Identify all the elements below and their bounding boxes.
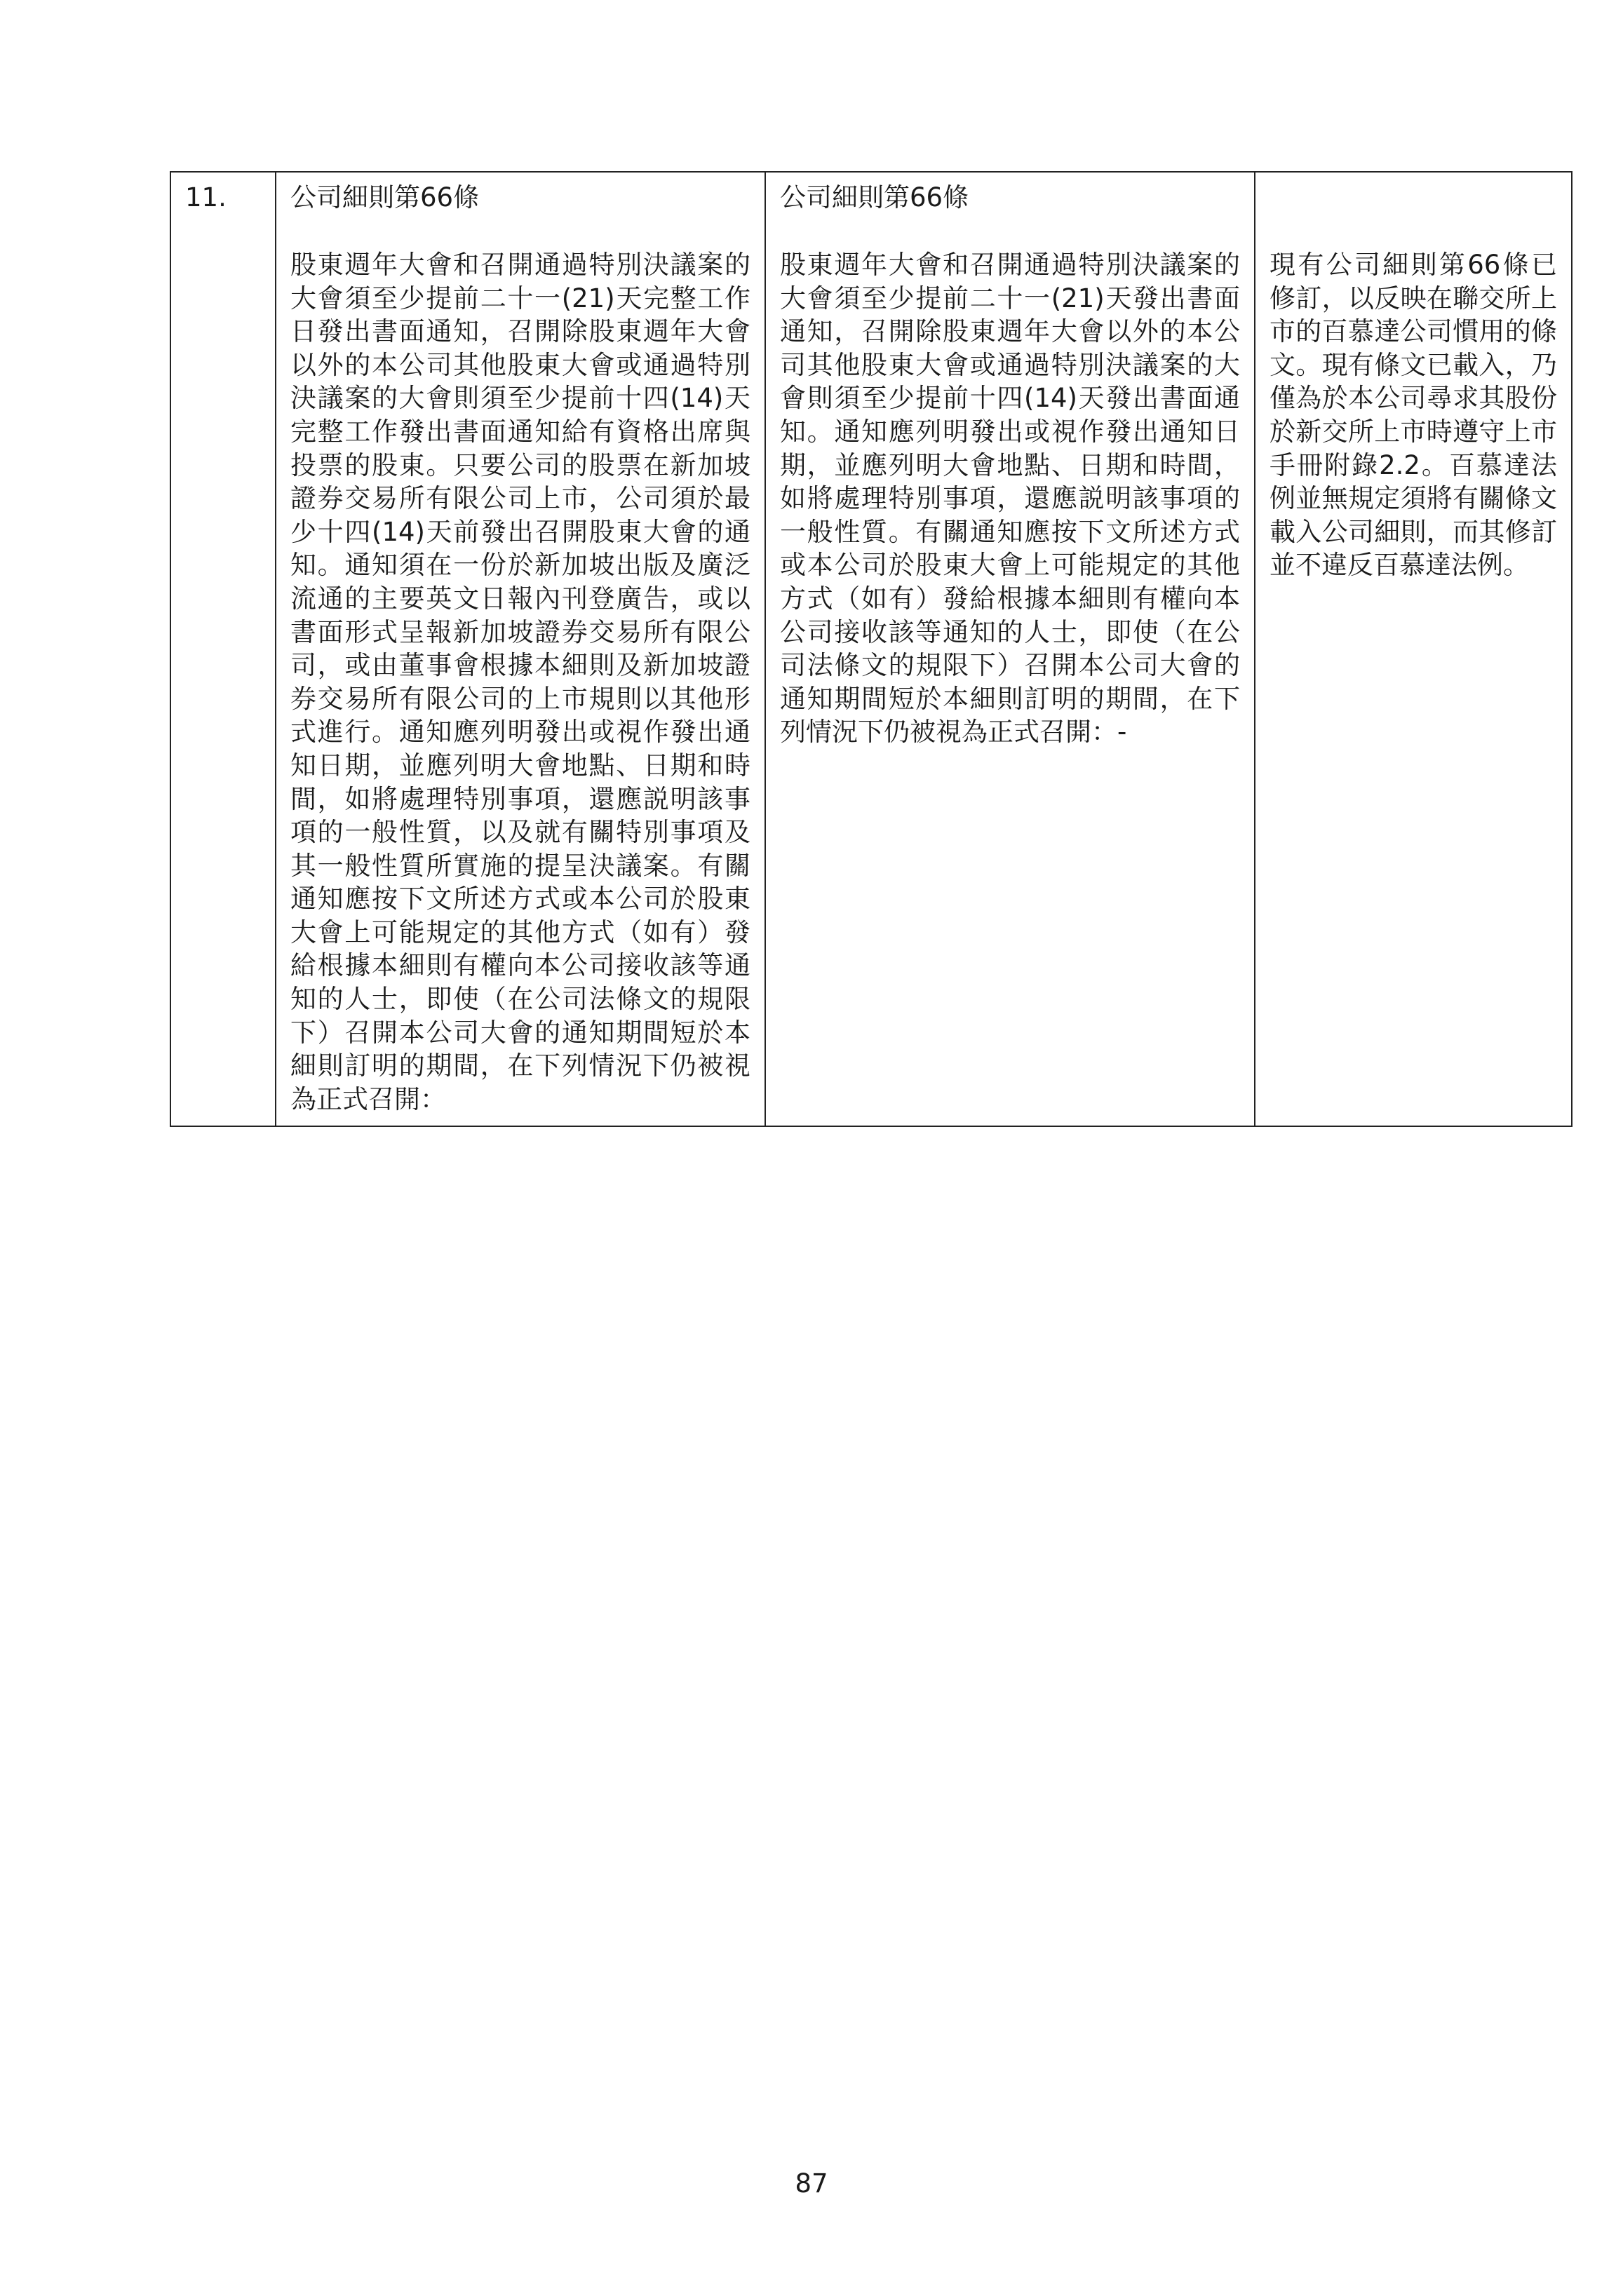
row-number: 11.: [185, 182, 227, 212]
amended-bye-law-text: 股東週年大會和召開通過特別決議案的大會須至少提前二十一(21)天發出書面通知，召開除股東週年大會以外的本公司其他股東大會或通過特別決議案的大會則須至少提前十四(14)天發出書面通知。通知應列明發出或視作發出通知日期，並應列明大會地點、日期和時間，如將處理特別事項，還應説明該事項的一般性質。有關通知應按下文所述方式或本公司於股東大會上可能規定的其他方式（如有）發給根據本細則有權向本公司接收該等通知的人士，即使（在公司法條文的規限下）召開本公司大會的通知期間短於本細則訂明的期間，在下列情況下仍被視為正式召開：-: [780, 250, 1240, 748]
row-number-cell: [170, 172, 276, 1126]
existing-bye-law-text: 股東週年大會和召開通過特別決議案的大會須至少提前二十一(21)天完整工作日發出書面通知，召開除股東週年大會以外的本公司其他股東大會或通過特別決議案的大會則須至少提前十四(14)天完整工作發出書面通知給有資格出席與投票的股東。只要公司的股票在新加坡證券交易所有限公司上市，公司須於最少十四(14)天前發出召開股東大會的通知。通知須在一份於新加坡出版及廣泛流通的主要英文日報內刊登廣告，或以書面形式呈報新加坡證券交易所有限公司，或由董事會根據本細則及新加坡證券交易所有限公司的上市規則以其他形式進行。通知應列明發出或視作發出通知日期，並應列明大會地點、日期和時間，如將處理特別事項，還應説明該事項的一般性質，以及就有關特別事項及其一般性質所實施的提呈決議案。有關通知應按下文所述方式或本公司於股東大會上可能規定的其他方式（如有）發給根據本細則有權向本公司接收該等通知的人士，即使（在公司法條文的規限下）召開本公司大會的通知期間短於本細則訂明的期間，在下列情況下仍被視為正式召開：: [290, 250, 750, 1114]
existing-bye-law-cell: [276, 172, 765, 1126]
existing-bye-law-heading: 公司細則第66條: [290, 182, 480, 212]
explanation-cell: [1255, 172, 1572, 1126]
amendment-table: [170, 171, 1573, 1127]
table-row: [170, 172, 1572, 1126]
page-number: 87: [795, 2168, 828, 2199]
amended-bye-law-cell: [765, 172, 1255, 1126]
amended-bye-law-heading: 公司細則第66條: [780, 182, 969, 212]
explanation-text: 現有公司細則第66條已修訂，以反映在聯交所上市的百慕達公司慣用的條文。現有條文已載入，乃僅為於本公司尋求其股份於新交所上市時遵守上市手冊附錄2.2。百慕達法例並無規定須將有關條文載入公司細則，而其修訂並不違反百慕達法例。: [1270, 250, 1557, 581]
